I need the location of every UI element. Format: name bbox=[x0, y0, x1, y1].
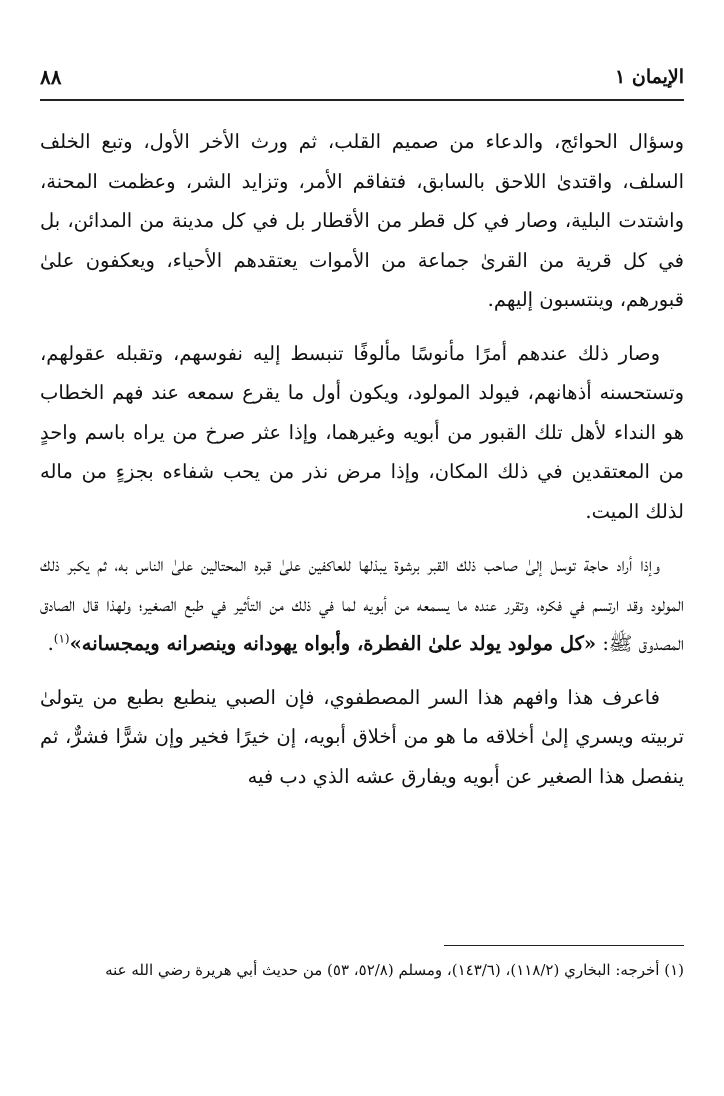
paragraph-4: فاعرف هذا وافهم هذا السر المصطفوي، فإن الصبي ينطبع بطبع من يتولىٰ تربيته ويسري إلىٰ أخلاقه ما هو من أخلاق أبويه، إن خيرًا فخير وإن شرًّا فشرٌّ، ثم ينفصل هذا الصغير عن أبويه ويفارق عشه الذي دب فيه bbox=[40, 685, 684, 788]
running-title: الإيمان ١ bbox=[615, 66, 684, 88]
paragraph-3 bbox=[40, 545, 684, 664]
page-header bbox=[40, 62, 684, 98]
paragraph-3-text: وإذا أراد حاجة توسل إلىٰ صاحب ذلك القبر برشوة يبذلها للعاكفين علىٰ قبره المحتالين علىٰ الناس به، ثم يكبر ذلك المولود وقد ارتسم في فكره، وتقرر عنده ما يسمعه من أبويه لما في ذلك من التأثير في طبع الصغير؛ ولهذا قال الصادق المصدوق ﷺ: bbox=[40, 553, 684, 655]
footnote: (١) أخرجه: البخاري (١١٨/٢)، (١٤٣/٦)، ومسلم (٥٢/٨، ٥٣) من حديث أبي هريرة رضي الله عنه bbox=[105, 961, 684, 979]
paragraph-2: وصار ذلك عندهم أمرًا مأنوسًا مألوفًا تنبسط إليه نفوسهم، وتقبله عقولهم، وتستحسنه أذهانهم، فيولد المولود، ويكون أول ما يقرع سمعه عند فهم الخطاب هو النداء لأهل تلك القبور من أبويه وغيرهما، وإذا عثر صرخ من يراه باسم واحدٍ من المعتقدين في ذلك المكان، وإذا مرض نذر من يحب شفاءه بجزءٍ من ماله لذلك الميت. bbox=[40, 341, 684, 523]
hadith-quote: «كل مولود يولد علىٰ الفطرة، وأبواه يهودانه وينصرانه ويمجسانه» bbox=[69, 632, 597, 655]
paragraph-1: وسؤال الحوائج، والدعاء من صميم القلب، ثم ورث الأخر الأول، وتبع الخلف السلف، واقتدىٰ اللاحق بالسابق، فتفاقم الأمر، وتزايد الشر، وعظمت المحنة، واشتدت البلية، وصار في كل قطر من الأقطار بل في كل مدينة من المدائن، بل في كل قرية من القرىٰ جماعة من الأموات يعتقدهم الأحياء، ويعكفون علىٰ قبورهم، وينتسبون إليهم. bbox=[40, 130, 684, 311]
footnote-divider bbox=[444, 945, 684, 946]
footnote-reference[interactable]: (١) bbox=[53, 631, 70, 646]
page-number: ٨٨ bbox=[40, 65, 62, 89]
paragraph-3-tail: . bbox=[47, 632, 54, 655]
main-text bbox=[40, 122, 684, 810]
header-divider bbox=[40, 99, 684, 101]
